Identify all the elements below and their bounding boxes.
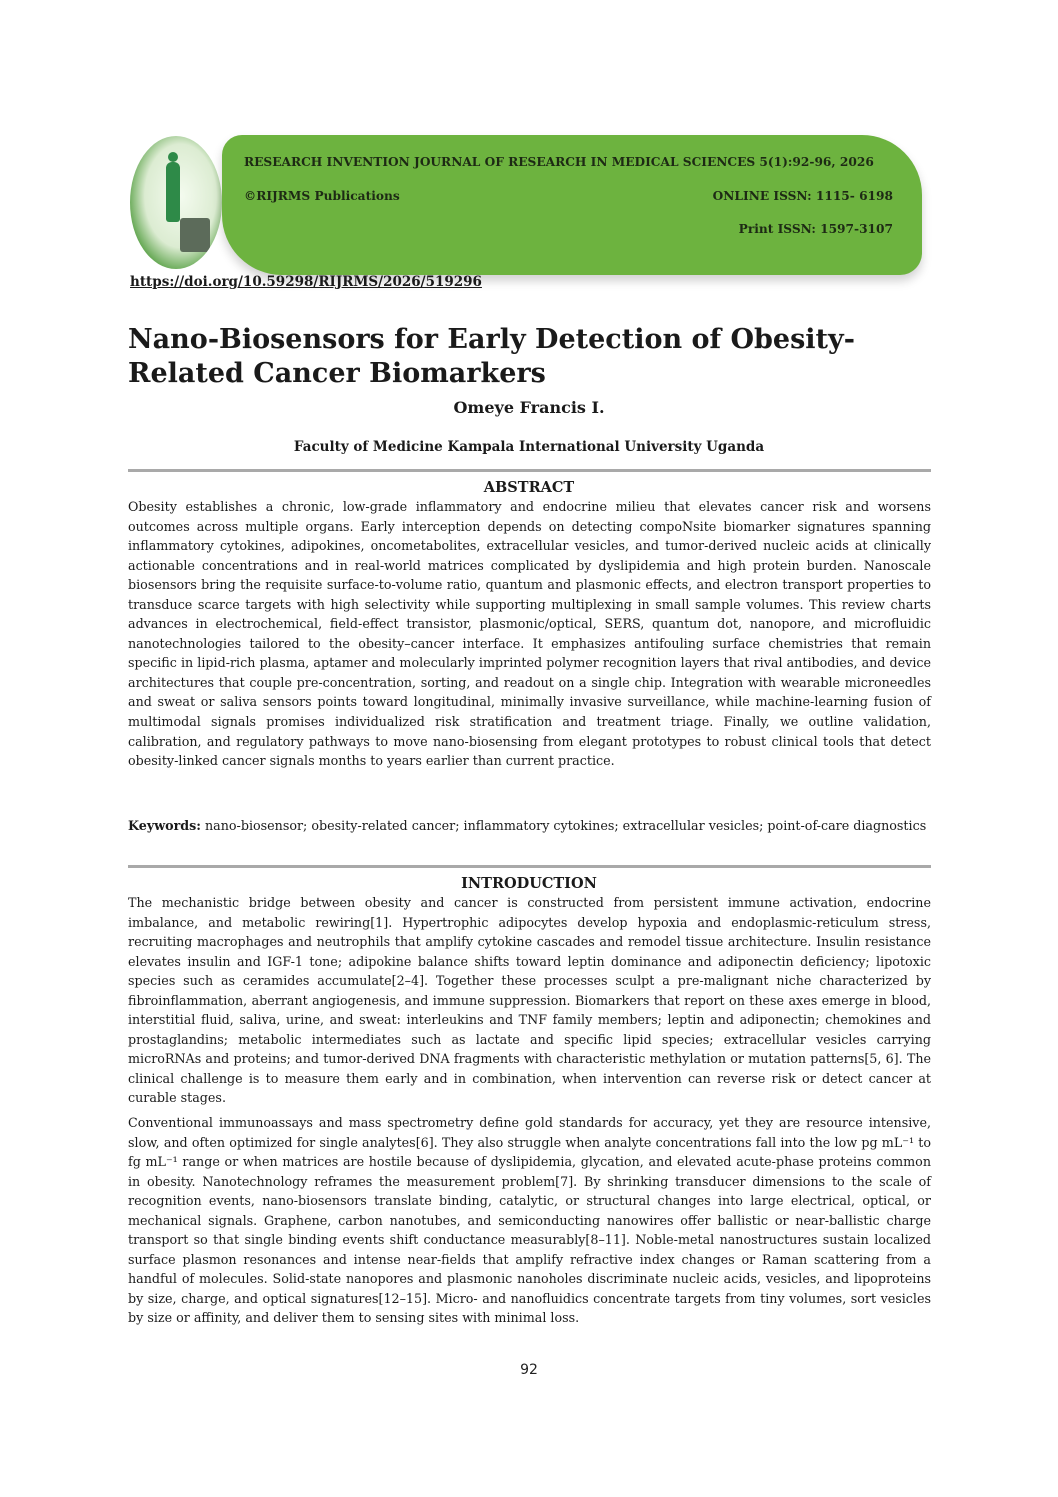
keywords-list: nano-biosensor; obesity-related cancer; inflammatory cytokines; extracellular vesicles; point-of-care diagnostics xyxy=(200,818,927,833)
article-title: Nano-Biosensors for Early Detection of Obesity-Related Cancer Biomarkers xyxy=(128,324,855,389)
divider-middle xyxy=(128,865,931,868)
introduction-heading: INTRODUCTION xyxy=(461,875,597,892)
abstract-text: Obesity establishes a chronic, low-grade inflammatory and endocrine milieu that elevates cancer risk and worsens outcomes across multiple organs. Early interception depends on detecting compoNsite biomarker signatures spanning inflammatory cytokines, adipokines, oncometabolites, extracellular vesicles, and tumor-derived nucleic acids at clinically actionable concentrations and in real-world matrices complicated by dyslipidemia and high protein burden. Nanoscale biosensors bring the requisite surface-to-volume ratio, quantum and plasmonic effects, and electron transport properties to transduce scarce targets with high selectivity while supporting multiplexing in small sample volumes. This review charts advances in electrochemical, field-effect transistor, plasmonic/optical, SERS, quantum dot, nanopore, and microfluidic nanotechnologies tailored to the obesity–cancer interface. It emphasizes antifouling surface chemistries that remain specific in lipid-rich plasma, aptamer and molecularly imprinted polymer recognition layers that rival antibodies, and device architectures that couple pre-concentration, sorting, and readout on a single chip. Integration with wearable microneedles and sweat or saliva sensors points toward longitudinal, minimally invasive surveillance, while machine-learning fusion of multimodal signals promises individualized risk stratification and treatment triage. Finally, we outline validation, calibration, and regulatory pathways to move nano-biosensing from elegant prototypes to robust clinical tools that detect obesity-linked cancer signals months to years earlier than current practice. xyxy=(128,499,931,769)
human-figure-icon xyxy=(166,162,180,222)
doi-link[interactable]: https://doi.org/10.59298/RIJRMS/2026/519296 xyxy=(130,274,482,290)
page-number: 92 xyxy=(520,1362,538,1378)
online-issn: ONLINE ISSN: 1115- 6198 xyxy=(712,189,893,203)
lab-equipment-icon xyxy=(180,218,210,252)
publisher-label: ©RIJRMS Publications xyxy=(244,189,400,203)
journal-logo xyxy=(130,136,222,269)
author-name: Omeye Francis I. xyxy=(453,398,605,417)
journal-citation-line: RESEARCH INVENTION JOURNAL OF RESEARCH IN MEDICAL SCIENCES 5(1):92-96, 2026 xyxy=(244,155,874,169)
keywords-label: Keywords: xyxy=(128,818,201,833)
author-affiliation: Faculty of Medicine Kampala International University Uganda xyxy=(293,439,765,455)
introduction-paragraph-1: The mechanistic bridge between obesity and cancer is constructed from persistent immune activation, endocrine imbalance, and metabolic rewiring[1]. Hypertrophic adipocytes develop hypoxia and endoplasmic-reticulum stress, recruiting macrophages and neutrophils that amplify cytokine cascades and remodel tissue architecture. Insulin resistance elevates insulin and IGF-1 tone; adipokine balance shifts toward leptin dominance and adiponectin deficiency; lipotoxic species such as ceramides accumulate[2–4]. Together these processes sculpt a pre-malignant niche characterized by fibroinflammation, aberrant angiogenesis, and immune suppression. Biomarkers that report on these axes emerge in blood, interstitial fluid, saliva, urine, and sweat: interleukins and TNF family members; leptin and adiponectin; chemokines and prostaglandins; metabolic intermediates such as lactate and specific lipid species; extracellular vesicles carrying microRNAs and proteins; and tumor-derived DNA fragments with characteristic methylation or mutation patterns[5, 6]. The clinical challenge is to measure them early and in combination, when intervention can reverse risk or detect cancer at curable stages. xyxy=(128,895,931,1106)
divider-top xyxy=(128,469,931,472)
print-issn: Print ISSN: 1597-3107 xyxy=(738,222,893,236)
introduction-paragraph-2: Conventional immunoassays and mass spectrometry define gold standards for accuracy, yet they are resource intensive, slow, and often optimized for single analytes[6]. They also struggle when analyte concentrations fall into the low pg mL⁻¹ to fg mL⁻¹ range or when matrices are hostile because of dyslipidemia, glycation, and elevated acute-phase proteins common in obesity. Nanotechnology reframes the measurement problem[7]. By shrinking transducer dimensions to the scale of recognition events, nano-biosensors translate binding, catalytic, or structural changes into large electrical, optical, or mechanical signals. Graphene, carbon nanotubes, and semiconducting nanowires offer ballistic or near-ballistic charge transport so that single binding events shift conductance measurably[8–11]. Noble-metal nanostructures sustain localized surface plasmon resonances and intense near-fields that amplify refractive index changes or Raman scattering from a handful of molecules. Solid-state nanopores and plasmonic nanoholes discriminate nucleic acids, vesicles, and lipoproteins by size, charge, and optical signatures[12–15]. Micro- and nanofluidics concentrate targets from tiny volumes, sort vesicles by size or affinity, and deliver them to sensing sites with minimal loss. xyxy=(128,1115,931,1326)
keywords xyxy=(128,816,931,836)
abstract-heading: ABSTRACT xyxy=(483,479,575,496)
